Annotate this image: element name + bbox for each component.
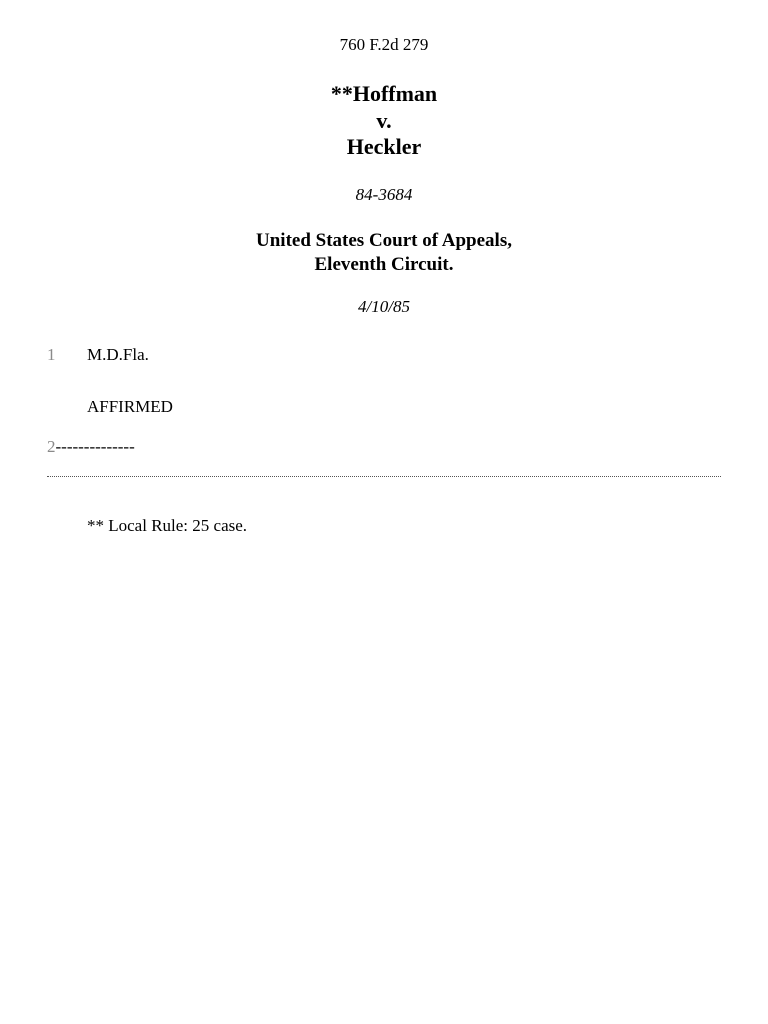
- docket-number: 84-3684: [355, 185, 413, 204]
- decision-date: 4/10/85: [358, 297, 410, 316]
- court-name-line1: United States Court of Appeals,: [256, 230, 512, 251]
- footnote-marker-number[interactable]: 2: [47, 437, 56, 456]
- paragraph-text: M.D.Fla.: [87, 345, 149, 364]
- court-name: [0, 229, 768, 277]
- case-title: [0, 81, 768, 161]
- court-name-line2: Eleventh Circuit.: [314, 254, 454, 275]
- disposition-text: AFFIRMED: [87, 397, 173, 416]
- case-title-versus: v.: [376, 107, 392, 133]
- case-title-plaintiff: **Hoffman: [330, 81, 438, 106]
- footnote-separator-marker[interactable]: [47, 437, 135, 457]
- footnote-divider: [47, 476, 721, 477]
- paragraph-number[interactable]: 1: [47, 345, 56, 364]
- case-title-defendant: Heckler: [346, 134, 422, 159]
- footnote-marker-dashes: --------------: [55, 437, 135, 456]
- footnote-text: ** Local Rule: 25 case.: [87, 516, 248, 535]
- case-citation: 760 F.2d 279: [339, 35, 429, 54]
